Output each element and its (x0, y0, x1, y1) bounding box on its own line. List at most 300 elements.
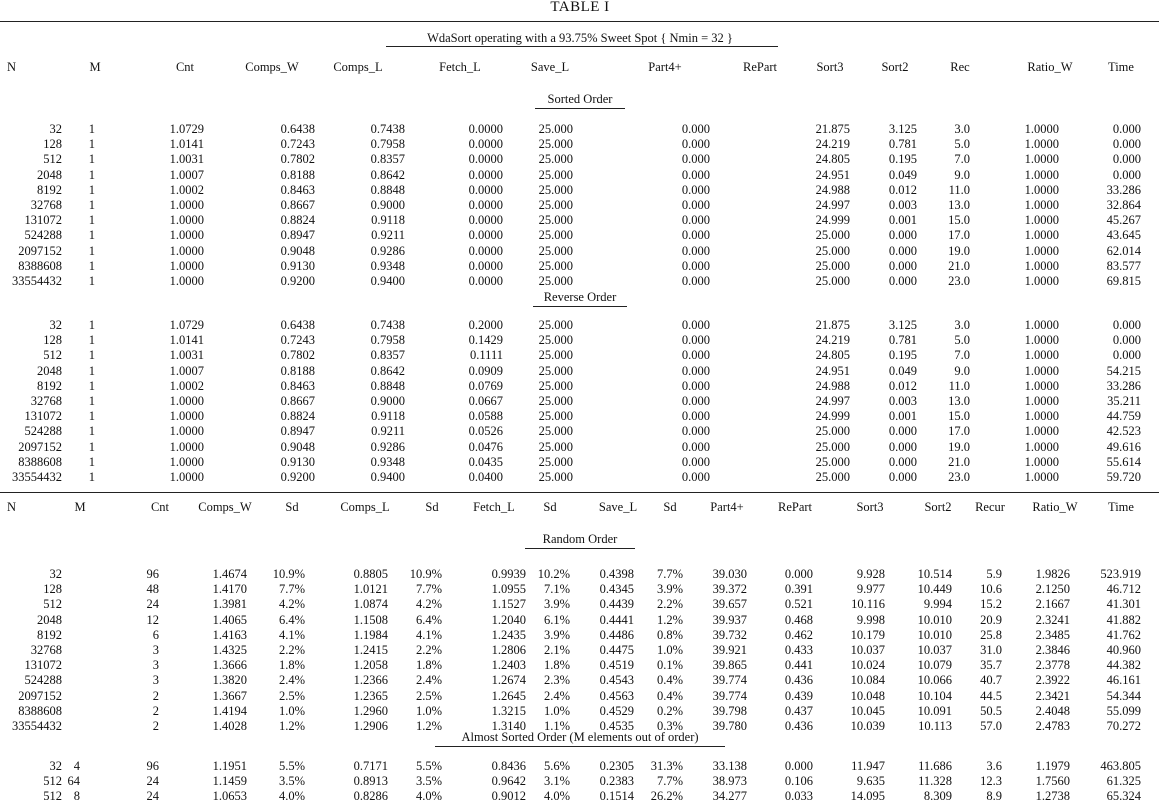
table-cell: 1.1459 (212, 774, 247, 789)
table-cell: 1.3666 (212, 658, 247, 673)
column-header-a-ratio-w: Ratio_W (1027, 60, 1073, 74)
table-cell: 10.179 (850, 627, 885, 642)
table-cell: 0.000 (1112, 122, 1141, 136)
table-cell: 0.000 (681, 424, 710, 439)
table-cell: 0.436 (784, 719, 813, 733)
table-cell: 8 (73, 789, 80, 804)
table-cell: 8.9 (986, 789, 1002, 804)
table-cell: 3.9% (543, 597, 570, 612)
table-cell: 0.106 (784, 774, 813, 789)
table-cell: 2.3421 (1035, 688, 1070, 703)
table-cell: 1.0007 (169, 167, 204, 182)
table-cell: 1.0874 (353, 597, 388, 612)
table-cell: 25.000 (538, 424, 573, 439)
table-cell: 0.012 (888, 182, 917, 197)
table-cell: 1.1951 (212, 759, 247, 773)
table-cell: 524288 (24, 424, 62, 439)
table-cell: 0.0769 (468, 378, 503, 393)
table-cell: 0.9000 (370, 198, 405, 212)
table-cell: 0.8188 (280, 167, 315, 182)
table-cell: 3 (152, 658, 159, 673)
mid-rule (0, 492, 1159, 493)
table-cell: 0.000 (1112, 348, 1141, 363)
table-cell: 1.0000 (169, 409, 204, 424)
table-cell: 41.882 (1106, 612, 1141, 627)
table-cell: 0.8463 (280, 378, 315, 393)
table-cell: 7.7% (656, 774, 683, 789)
table-cell: 21.875 (815, 122, 850, 136)
table-cell: 1.4325 (212, 643, 247, 657)
table-cell: 1.3981 (212, 597, 247, 612)
table-cell: 3.5% (415, 774, 442, 789)
column-header-b-sort3-13: Sort3 (856, 500, 884, 514)
table-cell: 0.000 (681, 258, 710, 273)
table-cell: 34.277 (712, 789, 747, 804)
table-cell: 3.0 (954, 122, 970, 136)
table-cell: 6.4% (415, 612, 442, 627)
table-cell: 1.0000 (1024, 454, 1059, 469)
table-cell: 39.030 (712, 567, 747, 581)
table-cell: 7.0 (954, 152, 970, 167)
table-cell: 0.9118 (371, 409, 405, 424)
table-cell: 5.5% (415, 759, 442, 773)
table-cell: 13.0 (948, 198, 970, 212)
table-cell: 0.0526 (468, 424, 503, 439)
table-cell: 0.8642 (370, 363, 405, 378)
table-cell: 1.4170 (212, 582, 247, 597)
table-cell: 32 (49, 318, 62, 332)
table-cell: 1.0000 (1024, 213, 1059, 228)
table-cell: 0.049 (888, 167, 917, 182)
table-cell: 2.3922 (1035, 673, 1070, 688)
table-cell: 1 (88, 167, 95, 182)
table-cell: 4.0% (543, 789, 570, 804)
table-cell: 524288 (24, 228, 62, 243)
table-cell: 0.9200 (280, 274, 315, 288)
table-cell: 1.1527 (491, 597, 526, 612)
table-subtitle: WdaSort operating with a 93.75% Sweet Spot { Nmin = 32 } (427, 31, 733, 45)
table-cell: 54.215 (1106, 363, 1141, 378)
subtitle-underline (386, 46, 778, 47)
table-cell: 0.0435 (468, 454, 503, 469)
table-cell: 0.9130 (280, 454, 315, 469)
table-cell: 25.000 (538, 439, 573, 454)
table-cell: 2097152 (18, 439, 62, 454)
table-cell: 1.2% (415, 719, 442, 733)
table-cell: 41.762 (1106, 627, 1141, 642)
table-cell: 1.2738 (1035, 789, 1070, 804)
table-cell: 1 (88, 137, 95, 152)
table-cell: 1.0000 (169, 274, 204, 288)
table-cell: 25.000 (815, 454, 850, 469)
table-cell: 1 (88, 228, 95, 243)
table-cell: 1.2% (656, 612, 683, 627)
table-cell: 0.0000 (468, 137, 503, 152)
table-cell: 0.8848 (370, 378, 405, 393)
table-cell: 0.8913 (353, 774, 388, 789)
table-cell: 0.7243 (280, 333, 315, 348)
table-cell: 131072 (24, 213, 62, 228)
table-cell: 0.441 (784, 658, 813, 673)
table-cell: 12 (146, 612, 159, 627)
table-cell: 0.9939 (491, 567, 526, 581)
table-cell: 0.9286 (370, 439, 405, 454)
table-cell: 1 (88, 258, 95, 273)
table-cell: 0.0000 (468, 274, 503, 288)
table-cell: 25.000 (538, 198, 573, 212)
table-cell: 62.014 (1106, 243, 1141, 258)
table-cell: 10.039 (850, 719, 885, 733)
table-cell: 0.0476 (468, 439, 503, 454)
table-cell: 39.372 (712, 582, 747, 597)
table-cell: 512 (43, 152, 62, 167)
table-cell: 6.1% (543, 612, 570, 627)
table-cell: 2 (152, 719, 159, 733)
table-cell: 0.9642 (491, 774, 526, 789)
table-cell: 25.000 (538, 137, 573, 152)
table-cell: 1.0000 (1024, 470, 1059, 484)
column-header-a-part4-: Part4+ (648, 60, 682, 74)
table-cell: 24 (146, 774, 159, 789)
table-cell: 1.0000 (169, 394, 204, 408)
table-cell: 0.4486 (599, 627, 634, 642)
table-cell: 1.0000 (1024, 439, 1059, 454)
table-cell: 2.4% (278, 673, 305, 688)
table-cell: 0.462 (784, 627, 813, 642)
table-cell: 44.759 (1106, 409, 1141, 424)
table-cell: 1.0000 (1024, 243, 1059, 258)
table-cell: 1 (88, 182, 95, 197)
table-cell: 0.439 (784, 688, 813, 703)
table-cell: 0.000 (784, 567, 813, 581)
table-cell: 32768 (30, 394, 62, 408)
table-cell: 0.000 (681, 409, 710, 424)
table-cell: 3 (152, 673, 159, 688)
table-cell: 25.000 (538, 454, 573, 469)
table-cell: 0.8357 (370, 348, 405, 363)
table-cell: 1.3667 (212, 688, 247, 703)
table-cell: 10.6 (980, 582, 1002, 597)
table-cell: 2048 (37, 167, 62, 182)
table-cell: 25.000 (538, 348, 573, 363)
table-cell: 96 (146, 567, 159, 581)
table-cell: 25.000 (538, 167, 573, 182)
table-cell: 2048 (37, 612, 62, 627)
table-cell: 512 (43, 348, 62, 363)
table-cell: 2.2% (415, 643, 442, 657)
table-cell: 65.324 (1106, 789, 1141, 804)
table-cell: 4.0% (415, 789, 442, 804)
table-cell: 2.4% (415, 673, 442, 688)
column-header-b-sort2-14: Sort2 (924, 500, 952, 514)
table-cell: 0.8463 (280, 182, 315, 197)
table-cell: 10.104 (917, 688, 952, 703)
table-cell: 4.1% (278, 627, 305, 642)
table-cell: 9.977 (856, 582, 885, 597)
table-cell: 39.732 (712, 627, 747, 642)
table-title: TABLE I (550, 0, 610, 15)
table-cell: 1.0000 (1024, 409, 1059, 424)
table-cell: 15.2 (980, 597, 1002, 612)
table-cell: 1.0729 (169, 318, 204, 332)
table-cell: 1.0000 (1024, 378, 1059, 393)
table-cell: 0.8848 (370, 182, 405, 197)
table-cell: 0.0000 (468, 152, 503, 167)
table-cell: 33.138 (712, 759, 747, 773)
table-cell: 0.000 (888, 439, 917, 454)
table-cell: 0.0000 (468, 182, 503, 197)
table-cell: 0.4529 (599, 703, 634, 718)
table-cell: 0.4519 (599, 658, 634, 673)
table-cell: 1.1984 (353, 627, 388, 642)
table-cell: 0.4535 (599, 719, 634, 733)
table-cell: 24.999 (815, 409, 850, 424)
column-header-b-comps-w-3: Comps_W (198, 500, 252, 514)
table-cell: 4.2% (278, 597, 305, 612)
table-cell: 10.2% (537, 567, 570, 581)
table-cell: 0.7802 (280, 348, 315, 363)
table-cell: 0.000 (888, 243, 917, 258)
table-cell: 10.113 (918, 719, 952, 733)
table-cell: 0.4441 (599, 612, 634, 627)
table-cell: 0.000 (681, 439, 710, 454)
table-cell: 2.4% (543, 688, 570, 703)
table-cell: 3.1% (543, 774, 570, 789)
table-cell: 0.000 (681, 470, 710, 484)
table-cell: 0.1111 (470, 348, 503, 363)
table-cell: 25.000 (538, 363, 573, 378)
table-cell: 0.4475 (599, 643, 634, 657)
table-cell: 25.000 (815, 258, 850, 273)
table-cell: 0.9200 (280, 470, 315, 484)
table-cell: 25.000 (538, 409, 573, 424)
table-cell: 1.0000 (1024, 258, 1059, 273)
table-cell: 0.0667 (468, 394, 503, 408)
table-cell: 0.000 (681, 243, 710, 258)
table-cell: 12.3 (980, 774, 1002, 789)
table-cell: 17.0 (948, 424, 970, 439)
table-cell: 5.9 (986, 567, 1002, 581)
table-cell: 1.0000 (169, 470, 204, 484)
table-cell: 0.003 (888, 198, 917, 212)
table-cell: 1.2365 (353, 688, 388, 703)
table-cell: 1.0000 (169, 454, 204, 469)
section-underline (435, 746, 725, 747)
table-cell: 0.9118 (371, 213, 405, 228)
table-cell: 10.116 (851, 597, 885, 612)
table-cell: 21.0 (948, 258, 970, 273)
table-cell: 2 (152, 688, 159, 703)
table-cell: 39.657 (712, 597, 747, 612)
table-cell: 0.000 (1112, 318, 1141, 332)
table-cell: 1.2645 (491, 688, 526, 703)
table-cell: 44.5 (980, 688, 1002, 703)
table-cell: 0.4345 (599, 582, 634, 597)
table-cell: 4.0% (278, 789, 305, 804)
table-cell: 21.0 (948, 454, 970, 469)
table-cell: 0.001 (888, 409, 917, 424)
table-cell: 19.0 (948, 439, 970, 454)
table-cell: 10.045 (850, 703, 885, 718)
column-header-b-comps-l-5: Comps_L (340, 500, 390, 514)
column-header-a-fetch-l: Fetch_L (439, 60, 481, 74)
table-cell: 13.0 (948, 394, 970, 408)
table-cell: 9.0 (954, 167, 970, 182)
table-cell: 0.9000 (370, 394, 405, 408)
table-cell: 3.125 (888, 318, 917, 332)
table-cell: 0.9400 (370, 470, 405, 484)
table-cell: 0.049 (888, 363, 917, 378)
table-cell: 0.000 (681, 333, 710, 348)
table-cell: 1.0000 (169, 243, 204, 258)
table-cell: 1.0000 (1024, 318, 1059, 332)
table-cell: 128 (43, 333, 62, 348)
table-cell: 24.805 (815, 348, 850, 363)
table-cell: 0.000 (1112, 152, 1141, 167)
table-cell: 0.000 (888, 424, 917, 439)
table-cell: 0.8947 (280, 424, 315, 439)
table-cell: 3.5% (278, 774, 305, 789)
table-cell: 0.437 (784, 703, 813, 718)
table-cell: 57.0 (980, 719, 1002, 733)
table-cell: 0.000 (888, 258, 917, 273)
table-cell: 523.919 (1100, 567, 1141, 581)
table-cell: 33554432 (12, 274, 62, 288)
table-cell: 25.000 (815, 470, 850, 484)
table-cell: 1.0000 (1024, 122, 1059, 136)
table-cell: 0.9130 (280, 258, 315, 273)
column-header-a-time: Time (1108, 60, 1134, 74)
table-cell: 1.2% (278, 719, 305, 733)
table-cell: 25.000 (538, 318, 573, 332)
table-cell: 1.2674 (491, 673, 526, 688)
table-cell: 1.2906 (353, 719, 388, 733)
table-cell: 0.001 (888, 213, 917, 228)
table-cell: 1.0000 (169, 258, 204, 273)
table-cell: 8192 (37, 627, 62, 642)
table-cell: 0.9012 (491, 789, 526, 804)
table-cell: 24.219 (815, 333, 850, 348)
table-cell: 25.000 (538, 243, 573, 258)
table-cell: 1.0121 (353, 582, 388, 597)
table-cell: 1.7560 (1035, 774, 1070, 789)
table-cell: 25.000 (538, 470, 573, 484)
table-cell: 1.2040 (491, 612, 526, 627)
table-cell: 0.4543 (599, 673, 634, 688)
table-cell: 10.079 (917, 658, 952, 673)
table-cell: 21.875 (815, 318, 850, 332)
table-cell: 0.6438 (280, 318, 315, 332)
table-cell: 0.7802 (280, 152, 315, 167)
table-cell: 0.000 (888, 454, 917, 469)
table-cell: 0.8667 (280, 394, 315, 408)
table-cell: 10.9% (409, 567, 442, 581)
table-cell: 1.0000 (169, 213, 204, 228)
column-header-a-cnt: Cnt (175, 60, 195, 74)
table-cell: 512 (43, 774, 62, 789)
table-cell: 1 (88, 378, 95, 393)
table-cell: 25.000 (815, 274, 850, 288)
table-cell: 0.0588 (468, 409, 503, 424)
table-cell: 0.781 (888, 333, 917, 348)
table-cell: 0.4% (656, 673, 683, 688)
table-cell: 2.4783 (1035, 719, 1070, 733)
table-cell: 0.2000 (468, 318, 503, 332)
table-cell: 10.010 (917, 627, 952, 642)
table-cell: 33554432 (12, 719, 62, 733)
table-cell: 2.2% (278, 643, 305, 657)
table-cell: 1 (88, 409, 95, 424)
table-cell: 4 (73, 759, 80, 773)
table-cell: 2.5% (278, 688, 305, 703)
table-cell: 0.436 (784, 673, 813, 688)
section-label-random-order: Random Order (542, 532, 618, 546)
table-cell: 0.9048 (280, 243, 315, 258)
table-cell: 9.0 (954, 363, 970, 378)
column-header-a-comps-l: Comps_L (333, 60, 383, 74)
table-cell: 0.000 (888, 228, 917, 243)
table-cell: 1.0000 (1024, 333, 1059, 348)
table-cell: 0.000 (1112, 167, 1141, 182)
table-cell: 0.000 (681, 274, 710, 288)
table-cell: 0.8824 (280, 409, 315, 424)
column-header-b-fetch-l-7: Fetch_L (473, 500, 515, 514)
table-cell: 1 (88, 213, 95, 228)
table-cell: 25.000 (538, 394, 573, 408)
table-cell: 0.8805 (353, 567, 388, 581)
table-cell: 38.973 (712, 774, 747, 789)
table-cell: 1 (88, 470, 95, 484)
table-cell: 32.864 (1106, 198, 1141, 212)
table-cell: 0.2305 (599, 759, 634, 773)
table-cell: 11.686 (918, 759, 952, 773)
table-cell: 4.2% (415, 597, 442, 612)
table-cell: 3 (152, 643, 159, 657)
column-header-b-n-0: N (7, 500, 17, 514)
table-cell: 512 (43, 789, 62, 804)
column-header-b-recur-15: Recur (975, 500, 1005, 514)
table-cell: 2.1250 (1035, 582, 1070, 597)
table-cell: 0.521 (784, 597, 813, 612)
table-cell: 0.391 (784, 582, 813, 597)
table-cell: 31.3% (650, 759, 683, 773)
table-cell: 9.998 (856, 612, 885, 627)
table-cell: 2.1% (543, 643, 570, 657)
table-cell: 1.2415 (353, 643, 388, 657)
table-cell: 10.091 (917, 703, 952, 718)
column-header-b-save-l-9: Save_L (598, 500, 638, 514)
table-cell: 3.9% (656, 582, 683, 597)
table-cell: 25.000 (538, 333, 573, 348)
column-header-b-m-1: M (74, 500, 86, 514)
section-label-almost-sorted-order-m-elements-out-of-order-: Almost Sorted Order (M elements out of order) (461, 730, 699, 744)
table-cell: 49.616 (1106, 439, 1141, 454)
table-cell: 83.577 (1106, 258, 1141, 273)
table-cell: 1.0031 (169, 348, 204, 363)
column-header-b-cnt-2: Cnt (150, 500, 170, 514)
table-cell: 0.000 (681, 122, 710, 136)
table-cell: 0.195 (888, 348, 917, 363)
table-cell: 1.2366 (353, 673, 388, 688)
table-cell: 463.805 (1100, 759, 1141, 773)
column-header-a-n: N (7, 60, 17, 74)
table-cell: 41.301 (1106, 597, 1141, 612)
table-cell: 5.0 (954, 137, 970, 152)
table-cell: 1.4065 (212, 612, 247, 627)
table-cell: 1.0000 (1024, 198, 1059, 212)
table-cell: 1.0007 (169, 363, 204, 378)
table-cell: 10.048 (850, 688, 885, 703)
